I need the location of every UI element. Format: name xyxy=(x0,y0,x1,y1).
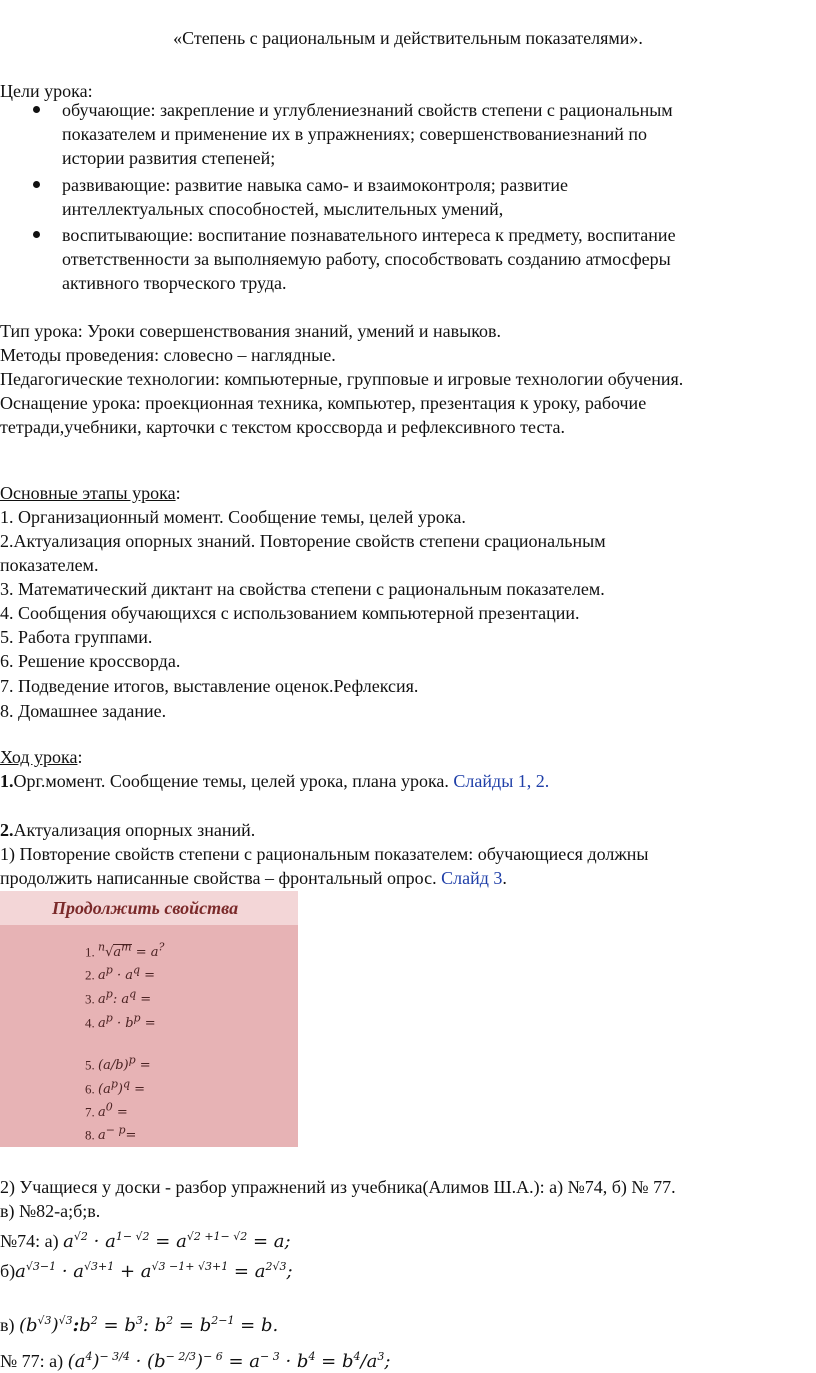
course-step-2-line-2: продолжить написанные свойства – фронтальный опрос. Слайд 3. xyxy=(0,868,507,888)
property-2: 2. $a^p \cdot a^q$ = xyxy=(85,964,156,984)
exercise-v: в) $(b^{√3})^{√3}:b^2 = b^3$: $b^2 = b^{2-1} = b$. xyxy=(0,1314,279,1336)
goal-3-line-1: воспитывающие: воспитание познавательного интереса к предмету, воспитание xyxy=(62,225,676,245)
property-8: 8. $a^{- p}=$ xyxy=(85,1124,137,1144)
exercises-line-1: 2) Учащиеся у доски - разбор упражнений из учебника(Алимов Ш.А.): а) №74, б) № 77. xyxy=(0,1177,676,1197)
stage-item: 8. Домашнее задание. xyxy=(0,701,167,721)
course-step-2: 2.Актуализация опорных знаний. xyxy=(0,820,256,840)
stage-item: показателем. xyxy=(0,555,99,575)
lesson-methods: Методы проведения: словесно – наглядные. xyxy=(0,345,336,365)
slide-link[interactable]: Слайд 3 xyxy=(441,868,503,888)
stage-item: 6. Решение кроссворда. xyxy=(0,651,181,671)
stages-heading: Основные этапы урока: xyxy=(0,483,181,503)
property-7: 7. $a^0$ = xyxy=(85,1101,128,1121)
property-5: 5. $(a/b)^p$ = xyxy=(85,1054,151,1074)
exercise-b: $б)a^{√3-1} \cdot a^{√3+1} + a^{√3 -1+ √3+1} = a^{2√3}$; xyxy=(0,1260,293,1282)
goal-2-line-2: интеллектуальных способностей, мыслительных умений, xyxy=(62,199,504,219)
document-title: «Степень с рациональным и действительным показателями». xyxy=(173,28,643,48)
exercises-line-2: в) №82-а;б;в. xyxy=(0,1201,101,1221)
lesson-technologies: Педагогические технологии: компьютерные, групповые и игровые технологии обучения. xyxy=(0,369,684,389)
lesson-equipment-line-2: тетради,учебники, карточки с текстом кроссворда и рефлексивного теста. xyxy=(0,417,566,437)
stage-item: 4. Сообщения обучающихся с использованием компьютерной презентации. xyxy=(0,603,580,623)
course-heading: Ход урока: xyxy=(0,747,83,767)
lesson-type: Тип урока: Уроки совершенствования знаний, умений и навыков. xyxy=(0,321,502,341)
slides-link[interactable]: Слайды 1, 2. xyxy=(453,771,550,791)
exercise-74: №74: а) $a^{√2} \cdot a^{1- √2} = a^{√2 +1- √2} = a$; xyxy=(0,1230,291,1252)
bullet-icon xyxy=(33,106,40,113)
stage-item: 1. Организационный момент. Сообщение темы, целей урока. xyxy=(0,507,466,527)
course-step-2-line-1: 1) Повторение свойств степени с рациональным показателем: обучающиеся должны xyxy=(0,844,649,864)
bullet-icon xyxy=(33,181,40,188)
stage-item: 7. Подведение итогов, выставление оценок.Рефлексия. xyxy=(0,676,419,696)
goal-1-line-2: показателем и применение их в упражнениях; совершенствованиезнаний по xyxy=(62,124,648,144)
goal-1-line-3: истории развития степеней; xyxy=(62,148,276,168)
slide-image xyxy=(0,891,298,1147)
property-3: 3. $a^p$: $a^q$ = xyxy=(85,988,152,1008)
bullet-icon xyxy=(33,231,40,238)
goals-heading: Цели урока: xyxy=(0,81,93,101)
slide-title: Продолжить свойства xyxy=(52,898,239,918)
stage-item: 3. Математический диктант на свойства степени с рациональным показателем. xyxy=(0,579,605,599)
goal-2-line-1: развивающие: развитие навыка само- и взаимоконтроля; развитие xyxy=(62,175,568,195)
goal-1-line-1: обучающие: закрепление и углублениезнаний свойств степени с рациональным xyxy=(62,100,673,120)
course-step-1: 1.Орг.момент. Сообщение темы, целей урока, плана урока. Слайды 1, 2. xyxy=(0,771,550,791)
lesson-equipment-line-1: Оснащение урока: проекционная техника, компьютер, презентация к уроку, рабочие xyxy=(0,393,647,413)
property-6: 6. $(a^p)^q$ = xyxy=(85,1078,146,1098)
stage-item: 5. Работа группами. xyxy=(0,627,153,647)
goal-3-line-2: ответственности за выполняемую работу, способствовать созданию атмосферы xyxy=(62,249,671,269)
goal-3-line-3: активного творческого труда. xyxy=(62,273,287,293)
stage-item: 2.Актуализация опорных знаний. Повторение свойств степени срациональным xyxy=(0,531,606,551)
exercise-77: № 77: а) $(a^4)^{- 3/4} \cdot (b^{- 2/3})^{- 6} = a^{- 3} \cdot b^4 = b^4/a^3$; xyxy=(0,1350,391,1372)
property-1: 1. $^n√a^m = a^?$ xyxy=(85,941,165,961)
property-4: 4. $a^p \cdot b^p$ = xyxy=(85,1012,156,1032)
